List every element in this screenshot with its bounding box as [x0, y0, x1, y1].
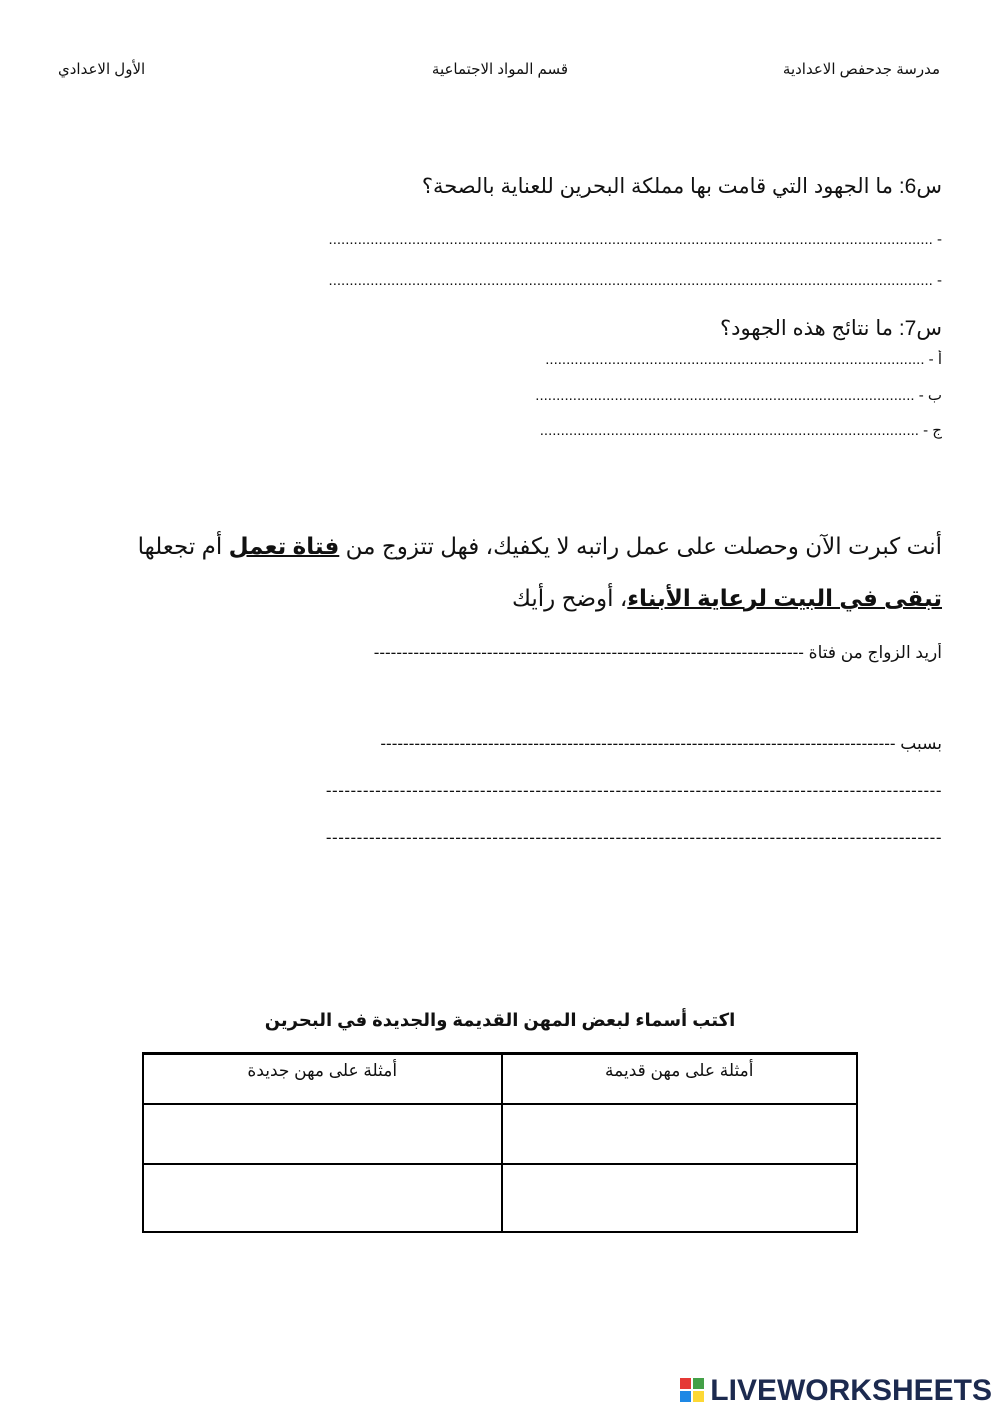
- liveworksheets-brand[interactable]: [680, 1373, 992, 1408]
- essay-emphasis-stay-home: تبقى في البيت لرعاية الأبناء: [627, 585, 942, 611]
- reason-answer-line[interactable]: بسبب -------------------------------------------------------------------------------------------: [380, 734, 942, 753]
- essay-question-line-2: [512, 585, 942, 613]
- question-7: س7: ما نتائج هذه الجهود؟: [719, 317, 942, 340]
- question-6: س6: ما الجهود التي قامت بها مملكة البحرين للعناية بالصحة؟: [421, 175, 942, 198]
- essay-text-2b: ، أوضح رأيك: [511, 585, 628, 611]
- reason-extra-line-2[interactable]: ----------------------------------------------------------------------------------------------------: [325, 828, 942, 847]
- old-job-cell[interactable]: [502, 1104, 857, 1164]
- jobs-table-title: اكتب أسماء لبعض المهن القديمة والجديدة في البحرين: [264, 1010, 736, 1030]
- col-header-new-jobs: أمثلة على مهن جديدة: [143, 1054, 502, 1104]
- jobs-table: [142, 1052, 858, 1233]
- marriage-answer-line[interactable]: أريد الزواج من فتاة ----------------------------------------------------------------------------: [373, 643, 942, 662]
- brand-name: LIVEWORKSHEETS: [710, 1374, 992, 1408]
- answer-line-7-a[interactable]: أ - ...........................................................................................: [545, 351, 942, 368]
- table-row: [143, 1164, 857, 1232]
- old-job-cell[interactable]: [502, 1164, 857, 1232]
- grade-label: الأول الاعدادي: [58, 61, 146, 78]
- essay-emphasis-working-girl: فتاة تعمل: [228, 533, 340, 559]
- answer-line-6-1[interactable]: - .................................................................................................................................................: [328, 231, 942, 248]
- liveworksheets-logo-icon: [680, 1378, 706, 1404]
- answer-line-7-b[interactable]: ب - ...........................................................................................: [535, 387, 942, 404]
- essay-question-line-1: [138, 533, 942, 561]
- department-name: قسم المواد الاجتماعية: [431, 61, 569, 78]
- essay-text-1a: أنت كبرت الآن وحصلت على عمل راتبه لا يكفيك، فهل تتزوج من: [339, 533, 942, 559]
- answer-line-6-2[interactable]: - .................................................................................................................................................: [328, 272, 942, 289]
- col-header-old-jobs: أمثلة على مهن قديمة: [502, 1054, 857, 1104]
- reason-extra-line-1[interactable]: ----------------------------------------------------------------------------------------------------: [325, 781, 942, 800]
- table-row: [143, 1104, 857, 1164]
- school-name: مدرسة جدحفص الاعدادية: [782, 61, 940, 78]
- answer-line-7-c[interactable]: ج - ...........................................................................................: [539, 422, 942, 439]
- new-job-cell[interactable]: [143, 1164, 502, 1232]
- essay-text-1b: أم تجعلها: [137, 533, 229, 559]
- new-job-cell[interactable]: [143, 1104, 502, 1164]
